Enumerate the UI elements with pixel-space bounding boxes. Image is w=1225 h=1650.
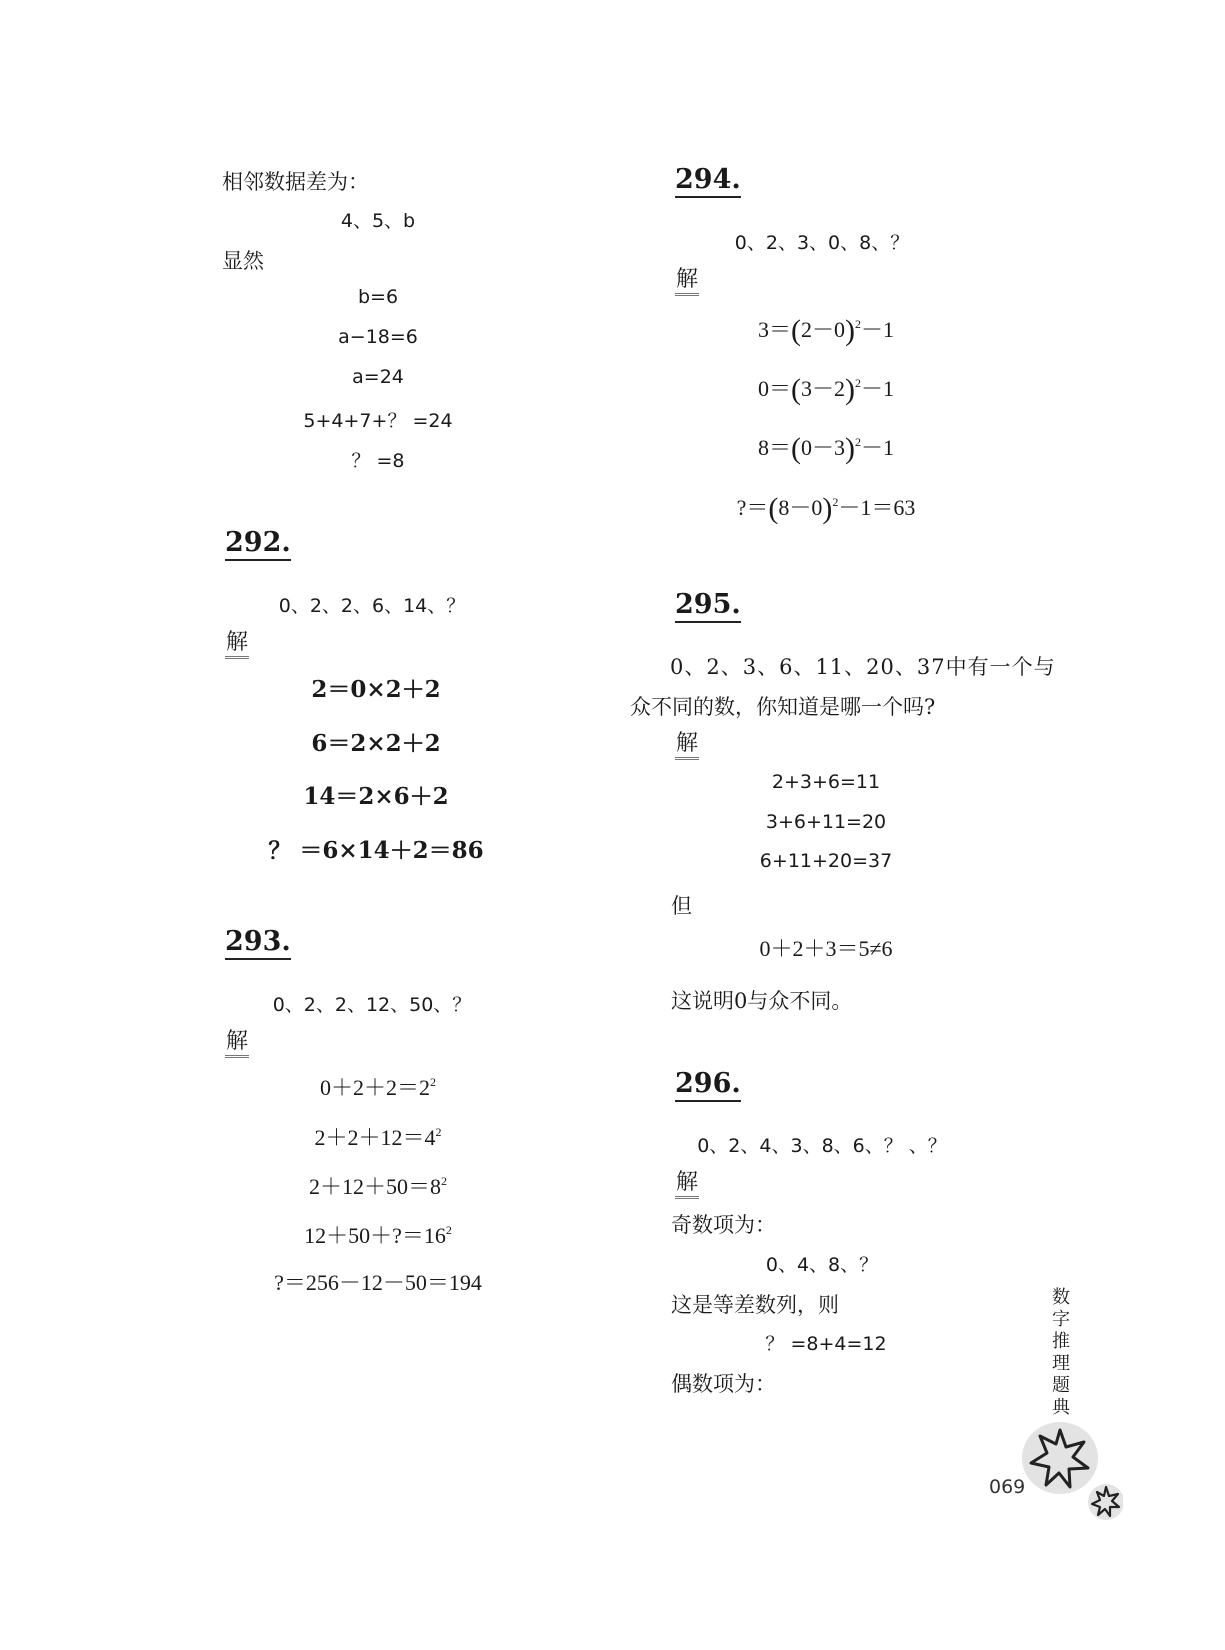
cont-line-1: 相邻数据差为：	[222, 170, 369, 194]
problem-292-eq-2: 6＝2×2＋2	[311, 730, 441, 757]
problem-293-eq-3: $2+12+50=8^2$	[308, 1174, 448, 1199]
problem-295-question-line-1: 0、2、3、6、11、20、37中有一个与	[670, 655, 1056, 679]
problem-295-eq-2: 3+6+11=20	[765, 811, 887, 833]
problem-295-eq-1: 2+3+6=11	[771, 771, 881, 793]
problem-294-title: 294.	[675, 165, 741, 198]
book-title-char: 典	[1052, 1397, 1070, 1418]
problem-293-title: 293.	[225, 927, 291, 960]
problem-292-sequence: 0、2、2、6、14、？	[278, 595, 466, 617]
problem-292-eq-3: 14＝2×6＋2	[303, 783, 449, 810]
problem-293-sequence: 0、2、2、12、50、？	[272, 994, 472, 1016]
cont-eq-5: ？ =8	[351, 450, 405, 472]
problem-296-eq-1: ？ =8+4=12	[765, 1333, 887, 1355]
problem-295-title: 295.	[675, 590, 741, 623]
problem-295-solution-label: 解	[675, 731, 699, 760]
cont-eq-1: b=6	[357, 286, 399, 308]
book-title-vertical	[1048, 1287, 1074, 1419]
problem-293-solution-label: 解	[225, 1029, 249, 1058]
problem-292-eq-1: 2＝0×2＋2	[311, 676, 441, 703]
book-title-char: 字	[1052, 1309, 1070, 1330]
problem-295-conclusion: 这说明0与众不同。	[671, 989, 853, 1013]
cont-line-2: 显然	[222, 249, 264, 273]
problem-296-sequence-2: 0、4、8、？	[765, 1254, 879, 1276]
problem-294-eq-3: $8=(0-3)^2-1$	[757, 432, 895, 465]
problem-293-eq-2: $2+2+12=4^2$	[314, 1125, 442, 1150]
problem-294-eq-4: $?=(8-0)^2-1=63$	[736, 492, 916, 525]
cont-eq-4: 5+4+7+？ =24	[303, 410, 453, 432]
problem-296-line-2: 这是等差数列，则	[671, 1293, 839, 1317]
problem-293-eq-1: $0+2+2=2^2$	[319, 1075, 437, 1100]
problem-294-eq-2: $0=(3-2)^2-1$	[757, 373, 895, 406]
book-title-char: 题	[1052, 1375, 1070, 1396]
star-ornament-icon	[1018, 1420, 1123, 1530]
problem-296-line-1: 奇数项为：	[671, 1213, 776, 1237]
problem-292-solution-label: 解	[225, 630, 249, 659]
problem-292-eq-4: ？ ＝6×14＋2＝86	[268, 837, 484, 864]
problem-295-eq-4: 0＋2＋3＝5≠6	[759, 936, 893, 961]
problem-294-eq-1: $3=(2-0)^2-1$	[757, 314, 895, 347]
cont-eq-2: a−18=6	[338, 326, 418, 348]
book-title-char: 推	[1052, 1331, 1070, 1352]
cont-seq: 4、5、b	[340, 210, 416, 232]
page-number: 069	[989, 1476, 1026, 1498]
problem-296-title: 296.	[675, 1069, 741, 1102]
problem-295-but: 但	[671, 894, 692, 918]
problem-293-eq-5: ?＝256－12－50＝194	[274, 1270, 482, 1295]
problem-293-eq-4: $12+50+?=16^2$	[304, 1223, 452, 1248]
problem-294-sequence: 0、2、3、0、8、？	[734, 232, 910, 254]
problem-295-eq-3: 6+11+20=37	[759, 850, 893, 872]
problem-296-line-3: 偶数项为：	[671, 1372, 776, 1396]
book-title-char: 数	[1052, 1287, 1070, 1308]
problem-294-solution-label: 解	[675, 267, 699, 296]
problem-295-question-line-2: 众不同的数，你知道是哪一个吗?	[630, 695, 936, 719]
cont-eq-3: a=24	[352, 366, 404, 388]
problem-292-title: 292.	[225, 528, 291, 561]
problem-296-solution-label: 解	[675, 1170, 699, 1199]
problem-296-sequence: 0、2、4、3、8、6、？ 、？	[697, 1135, 947, 1157]
book-title-char: 理	[1052, 1353, 1070, 1374]
